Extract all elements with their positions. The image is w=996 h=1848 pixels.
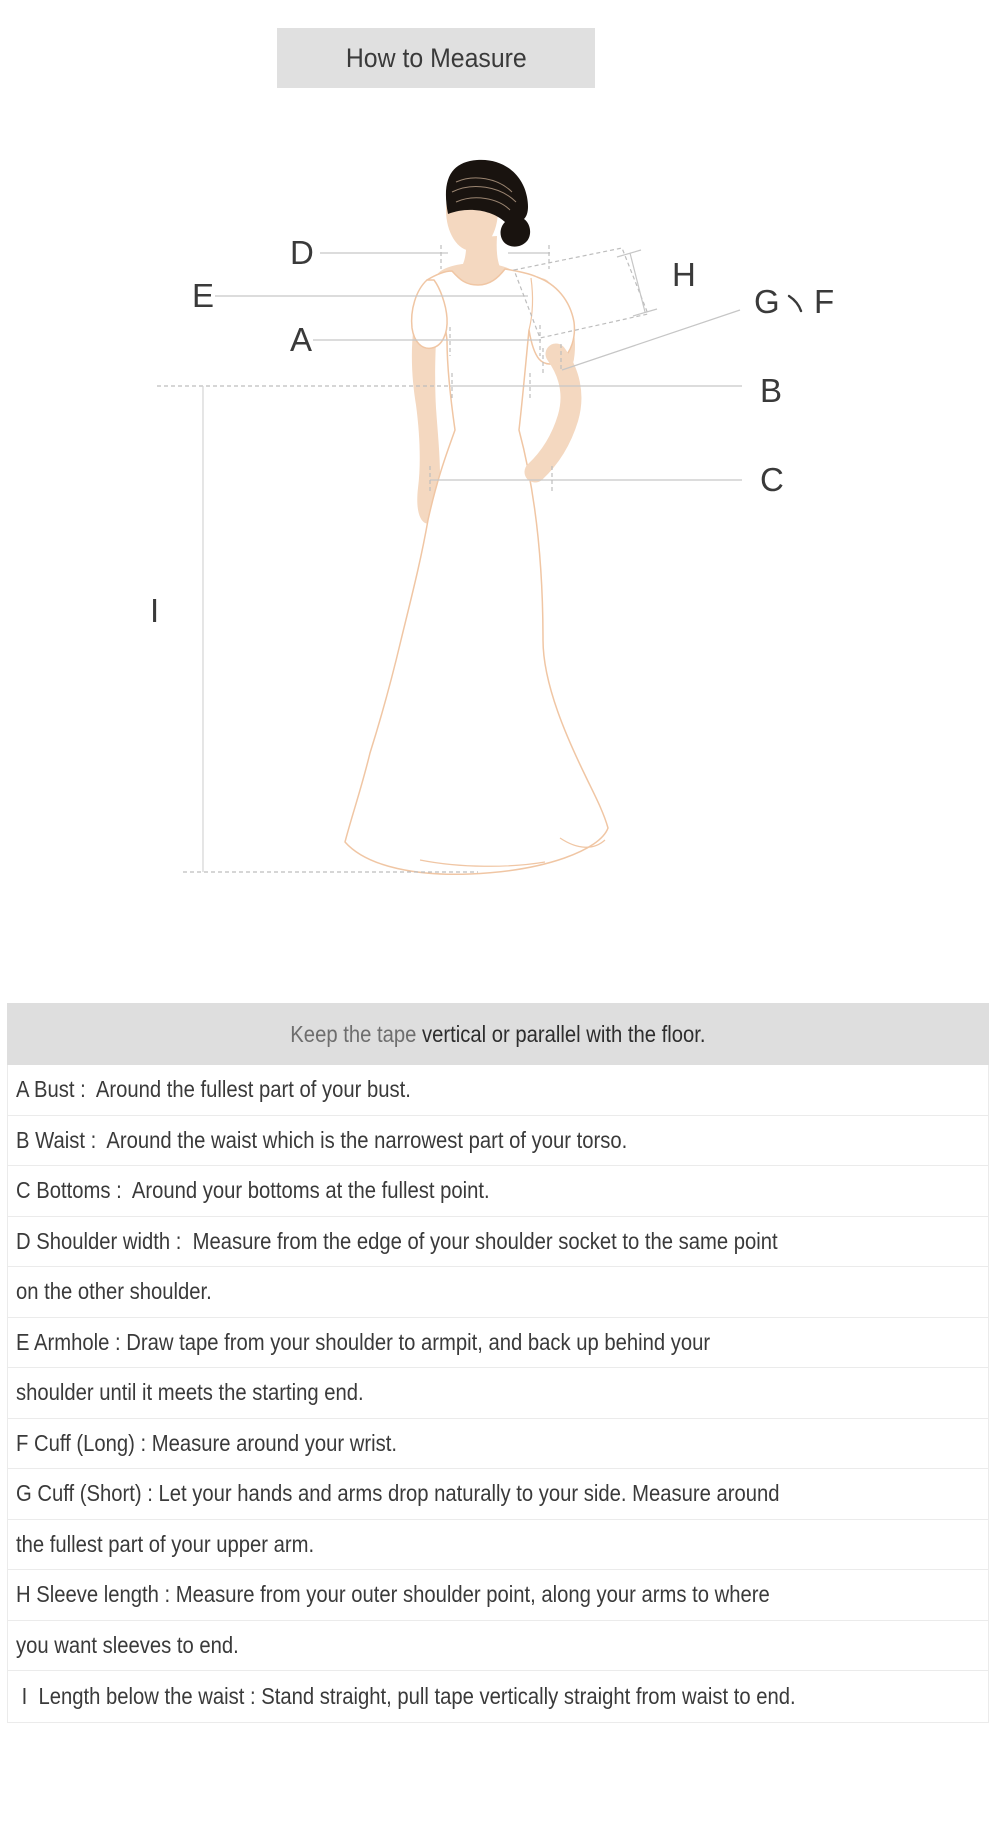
table-row-text: on the other shoulder. bbox=[16, 1278, 212, 1305]
cuff-pointer-line-gf bbox=[562, 310, 740, 370]
header-text-normal: Keep the tape bbox=[290, 1020, 423, 1047]
table-row bbox=[8, 1116, 988, 1167]
page-title bbox=[277, 28, 595, 88]
label-c: C bbox=[760, 461, 784, 498]
table-row-text: C Bottoms : Around your bottoms at the fullest point. bbox=[16, 1177, 490, 1204]
table-row-text: I Length below the waist : Stand straight, pull tape vertically straight from waist to end. bbox=[16, 1682, 796, 1709]
right-forearm bbox=[535, 354, 571, 472]
table-row bbox=[8, 1166, 988, 1217]
table-rows bbox=[7, 1065, 989, 1723]
table-row bbox=[8, 1267, 988, 1318]
label-h: H bbox=[672, 256, 696, 293]
label-e: E bbox=[192, 277, 215, 314]
table-row-text: E Armhole : Draw tape from your shoulder to armpit, and back up behind your bbox=[16, 1328, 711, 1355]
ideographic-comma-icon bbox=[789, 296, 801, 311]
label-d: D bbox=[290, 234, 314, 271]
table-row bbox=[8, 1621, 988, 1672]
table-row-text: shoulder until it meets the starting end. bbox=[16, 1379, 364, 1406]
table-row bbox=[8, 1419, 988, 1470]
sleeve-length-bracket bbox=[630, 253, 645, 312]
table-row bbox=[8, 1671, 988, 1722]
label-a: A bbox=[290, 321, 313, 358]
header-text-emphasis: vertical or parallel with the floor. bbox=[422, 1020, 706, 1047]
table-row-text: A Bust : Around the fullest part of your bust. bbox=[16, 1076, 411, 1103]
table-row-text: B Waist : Around the waist which is the narrowest part of your torso. bbox=[16, 1126, 628, 1153]
table-row-text: D Shoulder width : Measure from the edge of your shoulder socket to the same point bbox=[16, 1227, 778, 1254]
table-row bbox=[8, 1469, 988, 1520]
label-f: F bbox=[814, 283, 835, 320]
table-header-text bbox=[290, 1021, 705, 1048]
table-row bbox=[8, 1570, 988, 1621]
measure-figure-illustration bbox=[0, 120, 996, 890]
table-row bbox=[8, 1318, 988, 1369]
table-row-text: the fullest part of your upper arm. bbox=[16, 1530, 315, 1557]
table-header bbox=[7, 1003, 989, 1065]
table-row bbox=[8, 1368, 988, 1419]
woman-figure bbox=[345, 160, 608, 874]
table-row-text: G Cuff (Short) : Let your hands and arms drop naturally to your side. Measure around bbox=[16, 1480, 780, 1507]
label-b: B bbox=[760, 372, 783, 409]
label-i: I bbox=[150, 592, 160, 629]
table-row bbox=[8, 1217, 988, 1268]
sleeve-length-bracket-cap bbox=[617, 250, 641, 257]
page-title-text: How to Measure bbox=[345, 42, 527, 73]
table-row bbox=[8, 1520, 988, 1571]
label-g: G bbox=[754, 283, 780, 320]
table-row-text: F Cuff (Long) : Measure around your wrist. bbox=[16, 1429, 397, 1456]
measurement-table bbox=[7, 1003, 989, 1723]
table-row-text: you want sleeves to end. bbox=[16, 1631, 239, 1658]
table-row bbox=[8, 1065, 988, 1116]
table-row-text: H Sleeve length : Measure from your outer shoulder point, along your arms to where bbox=[16, 1581, 770, 1608]
